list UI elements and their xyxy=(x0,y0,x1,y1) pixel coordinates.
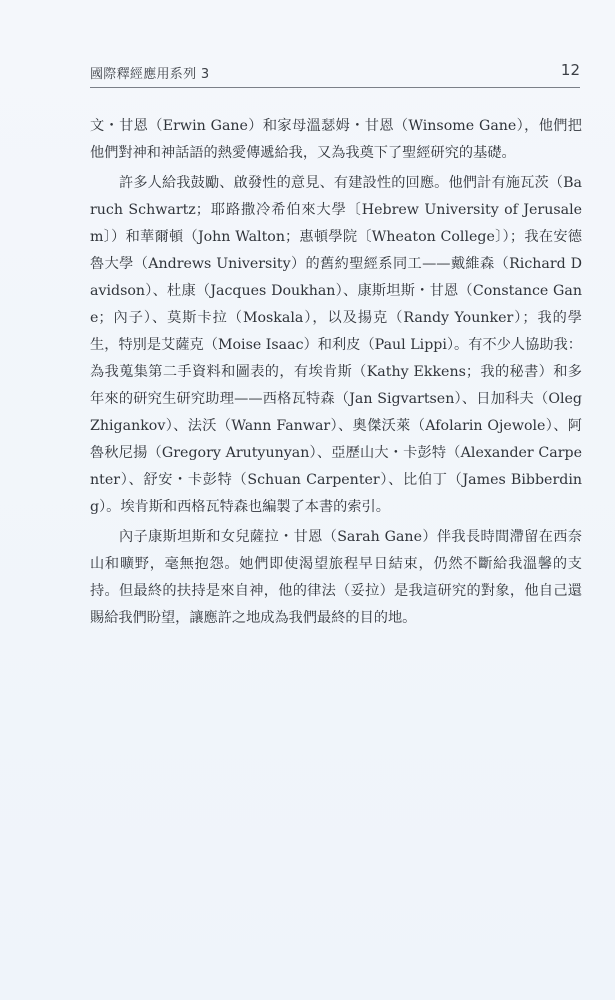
paragraph-family: 內子康斯坦斯和女兒薩拉・甘恩（Sarah Gane）伴我長時間滯留在西奈山和曠野，毫無抱怨。她們即使渴望旅程早日結束，仍然不斷給我溫馨的支持。但最終的扶持是來自神，他的律法（妥拉）是我這研究的對象，他自己還賜給我們盼望，讓應許之地成為我們最終的目的地。 xyxy=(90,529,582,626)
header-divider xyxy=(90,87,580,88)
paragraph-acknowledgements: 許多人給我鼓勵、啟發性的意見、有建設性的回應。他們計有施瓦茨（Baruch Schwartz；耶路撒冷希伯來大學〔Hebrew University of Jerusalem〕）和華爾頓（John Walton；惠頓學院〔Wheaton College〕）；我在安德魯大學（Andrews University）的舊約聖經系同工——戴維森（Richard Davidson）、杜康（Jacques Doukhan）、康斯坦斯・甘恩（Constance Gane；內子）、莫斯卡拉（Moskala），以及揚克（Randy Younker）；我的學生，特別是艾薩克（Moise Isaac）和利皮（Paul Lippi）。有不少人協助我：為我蒐集第二手資料和圖表的，有埃肯斯（Kathy Ekkens；我的秘書）和多年來的研究生研究助理——西格瓦特森（Jan Sigvartsen）、日加科夫（Oleg Zhigankov）、法沃（Wann Fanwar）、奧傑沃萊（Afolarin Ojewole）、阿魯秋尼揚（Gregory Arutyunyan）、亞歷山大・卡彭特（Alexander Carpenter）、舒安・卡彭特（Schuan Carpenter）、比伯丁（James Bibberding）。埃肯斯和西格瓦特森也編製了本書的索引。 xyxy=(90,175,582,515)
series-title: 國際釋經應用系列 3 xyxy=(90,67,210,82)
page-number: 12 xyxy=(560,61,580,79)
running-header xyxy=(90,58,580,88)
body-text xyxy=(90,113,582,632)
paragraph-continued: 文・甘恩（Erwin Gane）和家母溫瑟姆・甘恩（Winsome Gane），他們把他們對神和神話語的熱愛傳遞給我，又為我奠下了聖經研究的基礎。 xyxy=(90,118,582,161)
